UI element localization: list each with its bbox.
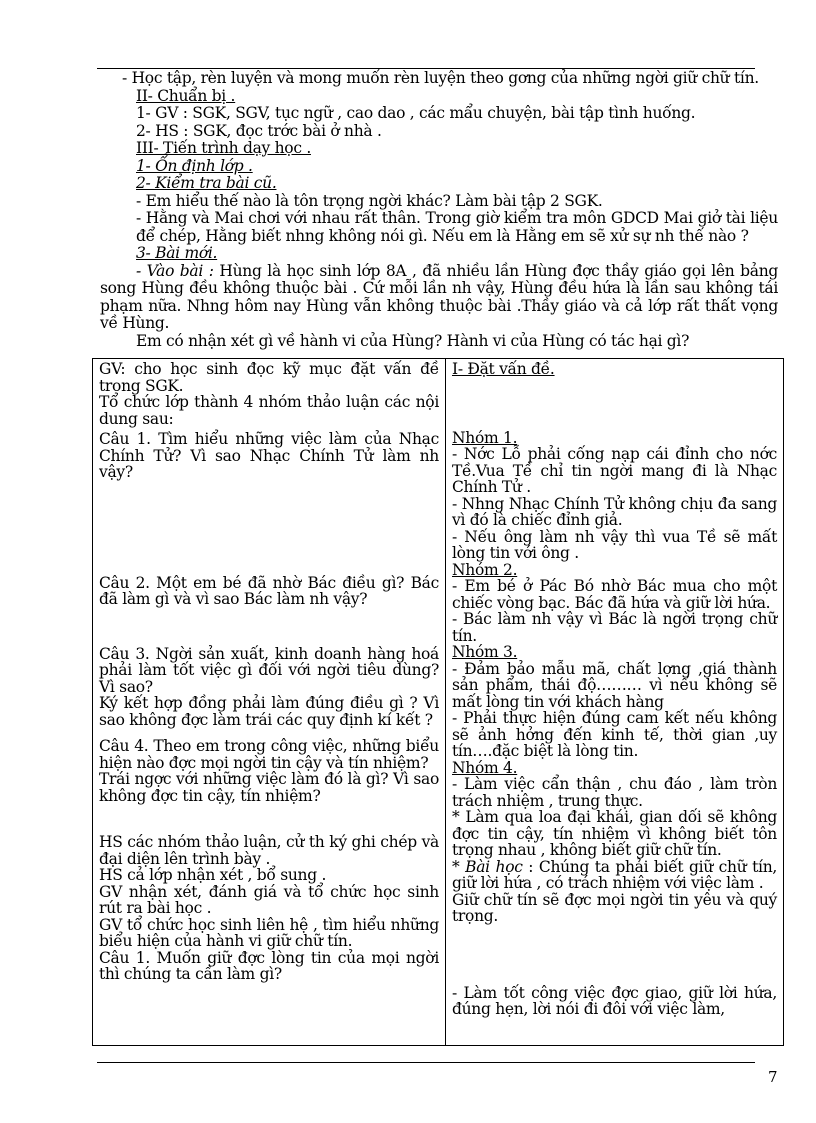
gv-evaluate: GV nhận xét, đánh giá và tổ chức học sinh rút ra bài học .: [99, 882, 439, 917]
question-3b: Ký kết hợp đồng phải làm đúng điều gì ? Vì sao không đợc làm trái các quy định kí kết ?: [99, 694, 439, 729]
footer-rule: [97, 1062, 755, 1063]
intro-text: Hùng là học sinh lớp 8A , đã nhiều lần Hùng đợc thầy giáo gọi lên bảng song Hùng đều không thuộc bài . Cứ mỗi lần nh vậy, Hùng đều hứa là lần sau không tái phạm nữa. Nhng hôm nay Hùng vẫn không thuộc bài .Thầy giáo và cả lớp rất thất vọng về Hùng.: [100, 261, 778, 332]
lesson-content: [446, 359, 784, 1046]
hs-discuss: HS các nhóm thảo luận, cử th ký ghi chép và đại diện lên trình bày .: [99, 833, 439, 868]
question-2: Câu 2. Một em bé đã nhờ Bác điều gì? Bác đã làm gì và vì sao Bác làm nh vậy?: [99, 573, 439, 608]
lesson-label: Bài học: [465, 857, 523, 876]
intro-label: - Vào bài :: [136, 261, 214, 280]
check-question-2: - Hằng và Mai chơi với nhau rất thân. Trong giờ kiểm tra môn GDCD Mai giở tài liệu để chép, Hằng biết nhng không nói gì. Nếu em là Hằng em sẽ xử sự nh thế nào ?: [136, 209, 778, 245]
gv-read-instruction: GV: cho học sinh đọc kỹ mục đặt vấn đề trong SGK.: [99, 360, 439, 395]
group-3-answer-b: - Phải thực hiện đúng cam kết nếu không sẽ ảnh hởng đến kinh tế, thời gian ,uy tín….đặc biệt là lòng tin.: [452, 709, 777, 760]
group-1-title: Nhóm 1.: [452, 428, 518, 447]
group-4-title: Nhóm 4.: [452, 758, 518, 777]
final-answer: - Làm tốt công việc đợc giao, giữ lời hứa, đúng hẹn, lời nói đi đôi với việc làm,: [452, 983, 777, 1018]
lesson-table: [92, 358, 784, 1046]
final-question: Câu 1. Muốn giữ đợc lòng tin của mọi ngời thì chúng ta cần làm gì?: [99, 948, 439, 983]
gv-organize: GV tổ chức học sinh liên hệ , tìm hiểu những biểu hiện của hành vi giữ chữ tín.: [99, 915, 439, 950]
intro-question: Em có nhận xét gì về hành vi của Hùng? Hành vi của Hùng có tác hại gì?: [136, 331, 690, 350]
group-instruction: Tổ chức lớp thành 4 nhóm thảo luận các nội dung sau:: [99, 393, 439, 428]
group-1-answer-a: - Nớc Lỗ phải cống nạp cái đỉnh cho nớc Tề.Vua Tề chỉ tin ngời mang đi là Nhạc Chính Tử .: [452, 445, 777, 496]
question-4b: Trái ngợc với những việc làm đó là gì? Vì sao không đợc tin cậy, tín nhiệm?: [99, 770, 439, 805]
group-2-answer-b: - Bác làm nh vậy vì Bác là ngời trọng chữ tín.: [452, 610, 777, 645]
lesson-summary-b: Giữ chữ tín sẽ đợc mọi ngời tin yêu và quý trọng.: [452, 890, 777, 925]
group-4-answer-a: - Làm việc cẩn thận , chu đáo , làm tròn trách nhiệm , trung thực.: [452, 775, 777, 810]
hs-class-comment: HS cả lớp nhận xét , bổ sung .: [99, 866, 327, 884]
hs-prep: 2- HS : SGK, đọc trớc bài ở nhà .: [136, 121, 382, 140]
step-stabilize: 1- Ổn định lớp .: [136, 156, 253, 175]
question-1: Câu 1. Tìm hiểu những việc làm của Nhạc Chính Tử? Vì sao Nhạc Chính Tử làm nh vậy?: [99, 430, 439, 481]
section-prep-title: II- Chuẩn bị .: [136, 86, 236, 105]
group-1-answer-b: - Nhng Nhạc Chính Tử không chịu đa sang vì đó là chiếc đỉnh giả.: [452, 494, 777, 529]
goal-line: - Học tập, rèn luyện và mong muốn rèn luyện theo gơng của những ngời giữ chữ tín.: [122, 69, 759, 87]
group-2-title: Nhóm 2.: [452, 560, 518, 579]
lesson-intro: [100, 70, 778, 350]
group-3-answer-a: - Đảm bảo mẫu mã, chất lợng ,giá thành sản phẩm, thái độ……… vì nếu không sẽ mất lòng tin với khách hàng: [452, 659, 777, 711]
check-question-1: - Em hiểu thế nào là tôn trọng ngời khác? Làm bài tập 2 SGK.: [136, 191, 603, 210]
group-1-answer-c: - Nếu ông làm nh vậy thì vua Tề sẽ mất lòng tin với ông .: [452, 527, 777, 562]
step-new-lesson: 3- Bài mới.: [136, 244, 218, 262]
lesson-summary: * Bài học : Chúng ta phải biết giữ chữ tín, giữ lời hứa , có trách nhiệm với việc làm .: [452, 857, 777, 892]
group-4-answer-b: * Làm qua loa đại khái, gian dối sẽ không đợc tin cậy, tín nhiệm vì không biết tôn trọng nhau , không biết giữ chữ tín.: [452, 808, 777, 859]
question-3: Câu 3. Ngời sản xuất, kinh doanh hàng hoá phải làm tốt việc gì đối với ngời tiêu dùng? Vì sao?: [99, 644, 439, 696]
page-number: 7: [768, 1068, 778, 1086]
group-3-title: Nhóm 3.: [452, 643, 518, 661]
section-process-title: III- Tiến trình dạy học .: [136, 139, 311, 157]
teacher-student-activities: [93, 359, 446, 1046]
question-4: Câu 4. Theo em trong công việc, những biểu hiện nào đợc mọi ngời tin cậy và tín nhiệm?: [99, 737, 439, 772]
gv-prep: 1- GV : SGK, SGV, tục ngữ , cao dao , các mẩu chuyện, bài tập tình huống.: [136, 104, 696, 122]
group-2-answer-a: - Em bé ở Pác Bó nhờ Bác mua cho một chiếc vòng bạc. Bác đã hứa và giữ lời hứa.: [452, 577, 777, 612]
lesson-text: : Chúng ta phải biết giữ chữ tín, giữ lời hứa , có trách nhiệm với việc làm .: [452, 857, 777, 892]
problem-heading: I- Đặt vấn đề.: [452, 360, 555, 378]
step-check-old: 2- Kiểm tra bài cũ.: [136, 174, 277, 192]
intro-story: [100, 263, 778, 333]
